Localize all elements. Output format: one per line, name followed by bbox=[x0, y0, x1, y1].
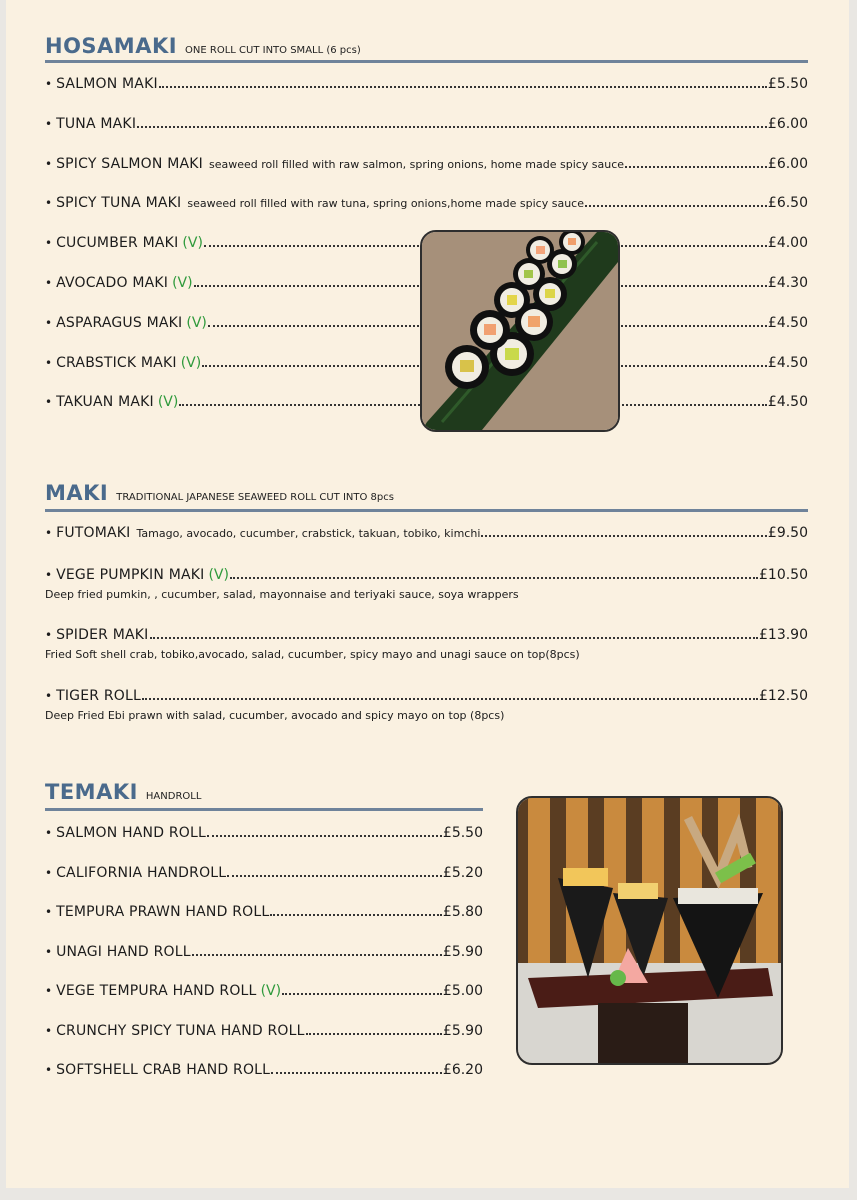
dot-leader bbox=[271, 1072, 442, 1074]
maki-subtitle: TRADITIONAL JAPANESE SEAWEED ROLL CUT INTO 8pcs bbox=[116, 492, 394, 503]
dot-leader bbox=[192, 954, 442, 956]
bullet: • bbox=[45, 236, 53, 251]
vegetarian-label: (V) bbox=[186, 314, 207, 331]
item-name: SPICY TUNA MAKI bbox=[56, 195, 182, 212]
bullet: • bbox=[45, 944, 53, 959]
item-detail: Deep fried pumkin, , cucumber, salad, mayonnaise and teriyaki sauce, soya wrappers bbox=[45, 588, 519, 601]
hosamaki-menu-item bbox=[45, 195, 808, 211]
item-description: Tamago, avocado, cucumber, crabstick, takuan, tobiko, kimchi bbox=[136, 527, 481, 540]
item-price: £6.00 bbox=[767, 115, 808, 132]
bullet: • bbox=[45, 77, 53, 91]
bullet: • bbox=[45, 1063, 53, 1077]
dot-leader bbox=[159, 86, 767, 88]
dot-leader bbox=[306, 1033, 442, 1035]
bullet: • bbox=[45, 905, 53, 919]
item-price: £4.50 bbox=[767, 314, 808, 331]
temaki-menu-item bbox=[45, 944, 483, 960]
bullet: • bbox=[45, 1023, 53, 1038]
temaki-rule bbox=[45, 808, 483, 811]
item-price: £5.80 bbox=[442, 904, 483, 920]
bullet: • bbox=[45, 568, 53, 582]
item-name: CRUNCHY SPICY TUNA HAND ROLL bbox=[56, 1022, 305, 1039]
item-name: VEGE PUMPKIN MAKI bbox=[56, 567, 205, 583]
item-name: TUNA MAKI bbox=[56, 115, 137, 132]
item-price: £10.50 bbox=[759, 567, 808, 583]
maki-header bbox=[45, 481, 394, 505]
hosamaki-menu-item bbox=[45, 76, 808, 92]
maki-photo-image bbox=[422, 232, 618, 430]
item-price: £5.50 bbox=[767, 76, 808, 92]
item-price: £5.00 bbox=[442, 983, 483, 999]
vegetarian-label: (V) bbox=[157, 394, 179, 411]
bullet: • bbox=[45, 526, 53, 540]
dot-leader bbox=[625, 166, 767, 168]
dot-leader bbox=[481, 535, 767, 537]
vegetarian-label: (V) bbox=[180, 354, 202, 371]
maki-rule bbox=[45, 509, 808, 512]
item-price: £5.20 bbox=[442, 864, 483, 881]
maki-menu-item bbox=[45, 688, 808, 722]
item-price: £4.50 bbox=[767, 394, 808, 411]
item-price: £6.00 bbox=[767, 155, 808, 172]
item-name: AVOCADO MAKI bbox=[56, 275, 169, 291]
item-price: £13.90 bbox=[759, 627, 808, 643]
temaki-menu-item bbox=[45, 1062, 483, 1078]
dot-leader bbox=[227, 875, 442, 877]
hosamaki-header bbox=[45, 34, 361, 58]
bullet: • bbox=[45, 628, 53, 642]
dot-leader bbox=[137, 126, 767, 128]
item-description: seaweed roll filled with raw salmon, spring onions, home made spicy sauce bbox=[208, 157, 625, 171]
hosamaki-title: HOSAMAKI bbox=[45, 34, 178, 58]
vegetarian-label: (V) bbox=[260, 983, 282, 999]
dot-leader bbox=[142, 698, 758, 700]
item-name: SPICY SALMON MAKI bbox=[56, 155, 203, 172]
dot-leader bbox=[585, 205, 767, 207]
bullet: • bbox=[45, 689, 53, 703]
item-name: FUTOMAKI bbox=[56, 525, 131, 541]
item-price: £4.30 bbox=[767, 275, 808, 291]
item-detail: Deep Fried Ebi prawn with salad, cucumber, avocado and spicy mayo on top (8pcs) bbox=[45, 709, 505, 722]
dot-leader bbox=[150, 637, 758, 639]
dot-leader bbox=[282, 993, 442, 995]
temaki-menu-item bbox=[45, 865, 483, 881]
item-price: £5.90 bbox=[442, 943, 483, 960]
item-price: £5.50 bbox=[442, 825, 483, 841]
item-name: ASPARAGUS MAKI bbox=[56, 314, 183, 331]
temaki-menu-item bbox=[45, 1023, 483, 1039]
item-price: £5.90 bbox=[442, 1022, 483, 1039]
temaki-header bbox=[45, 780, 201, 804]
item-description: seaweed roll filled with raw tuna, spring onions,home made spicy sauce bbox=[187, 197, 584, 211]
item-name: SOFTSHELL CRAB HAND ROLL bbox=[56, 1062, 271, 1078]
maki-menu-item bbox=[45, 627, 808, 661]
temaki-menu-item bbox=[45, 983, 483, 999]
hosamaki-rule bbox=[45, 60, 808, 63]
bullet: • bbox=[45, 865, 53, 880]
item-name: VEGE TEMPURA HAND ROLL bbox=[56, 983, 257, 999]
bullet: • bbox=[45, 355, 53, 370]
menu-page bbox=[6, 0, 849, 1188]
bullet: • bbox=[45, 395, 53, 410]
item-price: £4.50 bbox=[767, 354, 808, 371]
bullet: • bbox=[45, 315, 53, 330]
item-name: SALMON HAND ROLL bbox=[56, 825, 206, 841]
item-name: CRABSTICK MAKI bbox=[56, 354, 177, 371]
bullet: • bbox=[45, 276, 53, 290]
bullet: • bbox=[45, 156, 53, 171]
item-price: £6.20 bbox=[442, 1062, 483, 1078]
dot-leader bbox=[230, 577, 758, 579]
vegetarian-label: (V) bbox=[208, 567, 229, 583]
item-detail: Fried Soft shell crab, tobiko,avocado, salad, cucumber, spicy mayo and unagi sauce on top(8pcs) bbox=[45, 648, 580, 661]
dot-leader bbox=[207, 835, 442, 837]
item-name: UNAGI HAND ROLL bbox=[56, 943, 191, 960]
item-name: TIGER ROLL bbox=[56, 688, 141, 704]
item-name: CALIFORNIA HANDROLL bbox=[56, 864, 227, 881]
maki-menu-item bbox=[45, 525, 808, 541]
item-name: TAKUAN MAKI bbox=[56, 394, 154, 411]
item-price: £12.50 bbox=[759, 688, 808, 704]
bullet: • bbox=[45, 196, 53, 211]
item-name: TEMPURA PRAWN HAND ROLL bbox=[56, 904, 270, 920]
item-price: £6.50 bbox=[767, 195, 808, 212]
hosamaki-subtitle: ONE ROLL CUT INTO SMALL (6 pcs) bbox=[185, 45, 361, 56]
bullet: • bbox=[45, 826, 53, 840]
vegetarian-label: (V) bbox=[182, 235, 203, 252]
bullet: • bbox=[45, 984, 53, 998]
item-name: CUCUMBER MAKI bbox=[56, 235, 179, 252]
temaki-menu-item bbox=[45, 904, 483, 920]
temaki-subtitle: HANDROLL bbox=[145, 791, 202, 802]
maki-menu-item bbox=[45, 567, 808, 601]
dot-leader bbox=[270, 914, 442, 916]
temaki-photo bbox=[516, 796, 783, 1065]
item-price: £4.00 bbox=[767, 235, 808, 252]
item-name: SPIDER MAKI bbox=[56, 627, 149, 643]
maki-photo bbox=[420, 230, 620, 432]
vegetarian-label: (V) bbox=[172, 275, 193, 291]
bullet: • bbox=[45, 116, 53, 131]
temaki-menu-item bbox=[45, 825, 483, 841]
maki-title: MAKI bbox=[45, 481, 109, 505]
temaki-title: TEMAKI bbox=[45, 780, 138, 804]
hosamaki-menu-item bbox=[45, 156, 808, 172]
item-name: SALMON MAKI bbox=[56, 76, 158, 92]
hosamaki-menu-item bbox=[45, 116, 808, 132]
item-price: £9.50 bbox=[767, 525, 808, 541]
temaki-photo-image bbox=[518, 798, 781, 1063]
